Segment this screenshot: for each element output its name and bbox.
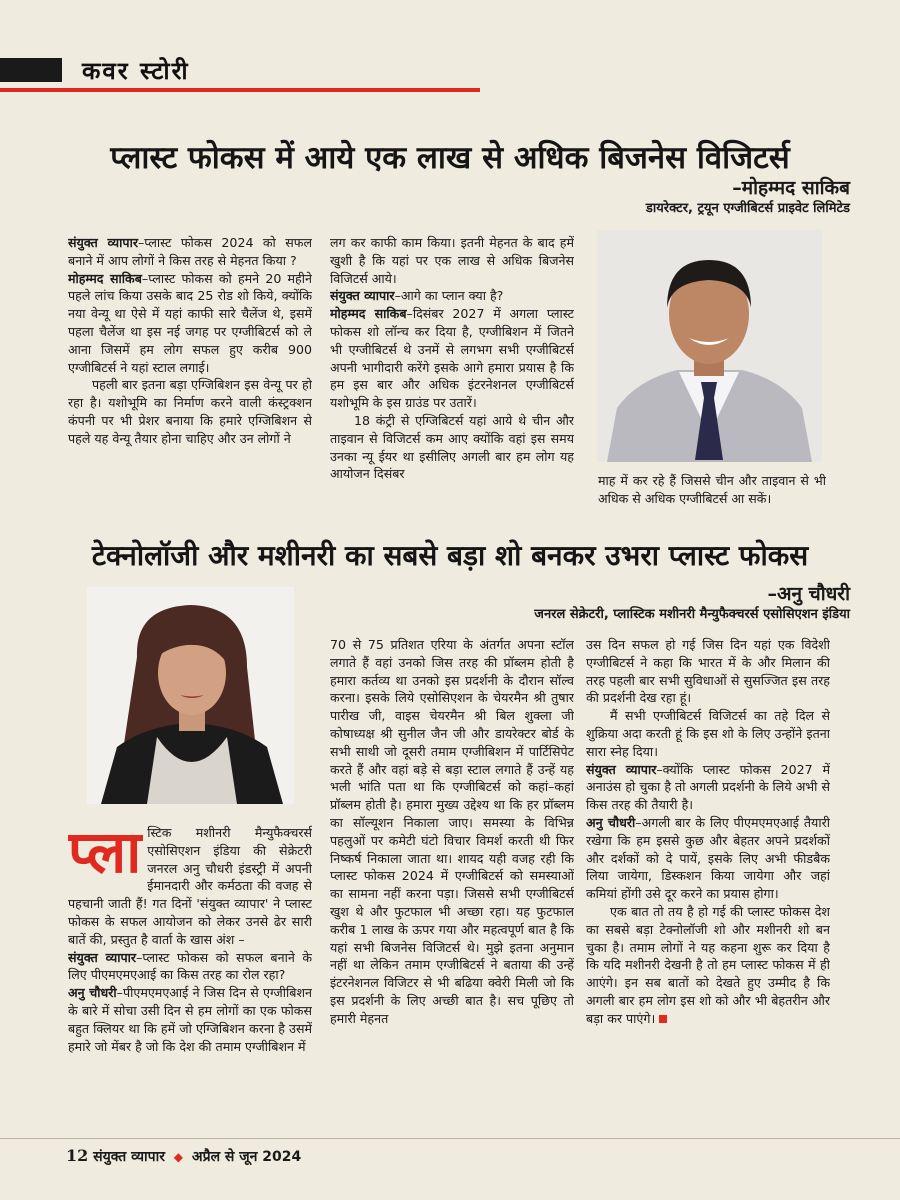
paragraph-text: –आगे का प्लान क्या है?: [394, 288, 504, 304]
page-number: 12: [66, 1146, 89, 1165]
page-footer: [66, 1146, 301, 1166]
story1-column-1: [68, 234, 312, 512]
speaker-label: अनु चौधरी: [68, 985, 117, 1001]
paragraph: [330, 287, 574, 305]
paragraph: [586, 903, 830, 1028]
paragraph-text: –प्लास्ट फोकस को सफल बनाने के लिए पीएमएमएआई का किस तरह का रोल रहा?: [68, 949, 312, 983]
diamond-icon: ◆: [173, 1150, 184, 1164]
speaker-label: संयुक्त व्यापार: [68, 949, 137, 965]
paragraph-text: –पीएमएमएआई ने जिस दिन से एग्जीबिशन के बारे में सोचा उसी दिन से हम लोगों का एक फोकस बहुत क्लियर था कि हमें जो एग्जिबिशन करना है उसमें हमारे जो मेंबर है जो कि देश की तमाम एग्जीबिशन में: [68, 985, 312, 1054]
paragraph: [68, 824, 312, 949]
paragraph: [68, 270, 312, 377]
paragraph: लग कर काफी काम किया। इतनी मेहनत के बाद हमें खुशी है कि यहां पर एक लाख से अधिक बिजनेस विजिटर्स आये।: [330, 235, 574, 286]
paragraph-text: –अगली बार के लिए पीएमएमएआई तैयारी रखेगा कि हम इससे कुछ और बेहतर अपने प्रदर्शकों और दर्शकों को दे पायें, इसके लिए अभी फीडबैक लिया जायेगा, डिस्कशन किया जायेगा और जहां कमियां होंगी उसे दूर करने का प्रयास होगा।: [586, 814, 830, 902]
issue-date: अप्रैल से जून 2024: [191, 1149, 302, 1165]
paragraph-text: –प्लास्ट फोकस को हमने 20 महीने पहले लांच किया उसके बाद 25 रोड शो किये, क्योंकि नया वेन्यू था ऐसे में यहां काफी सारे चैलेंज थे, इसमें पहला चैलेंज था इस नई जगह पर एग्जीबिटर्स को ले आना जिसमें हम लोग सफल हुए करीब 900 एग्जीबिटर्स ने यहां स्टाल लगाई।: [68, 270, 312, 375]
paragraph: पहली बार इतना बड़ा एग्जिबिशन इस वेन्यू पर हो रहा है। यशोभूमि का निर्माण करने वाली कंस्ट्रक्शन कंपनी पर भी प्रेशर बनाया कि हमारे एग्जिबिशन से पहले यह वेन्यू तैयार होना चाहिए और उन लोगों ने: [68, 377, 312, 446]
paragraph: मैं सभी एग्जीबिटर्स विजिटर्स का तहे दिल से शुक्रिया अदा करती हूं कि इस शो के लिए उन्होंने इतना सारा स्नेह दिया।: [586, 708, 830, 759]
end-mark-icon: [659, 1015, 667, 1023]
story2-column-3: [586, 636, 830, 1124]
speaker-label: मोहम्मद साकिब: [330, 306, 407, 322]
story2-byline-role: जनरल सेक्रेटरी, प्लास्टिक मशीनरी मैन्युफैक्चरर्स एसोसिएशन इंडिया: [534, 607, 850, 622]
paragraph: [586, 761, 830, 814]
paragraph: [68, 949, 312, 985]
mohammad-saqib-photo: [597, 230, 822, 462]
speaker-label: संयुक्त व्यापार: [330, 288, 395, 304]
paragraph: 70 से 75 प्रतिशत एरिया के अंतर्गत अपना स्टॉल लगाते हैं वहां उनको जिस तरह की प्रॉब्लम होती है हमारा कर्तव्य था उनको इस प्रदर्शनी के दौरान सॉल्व करना। इसके लिये एसोसिएशन के चेयरमैन श्री तुषार पारीख जी, वाइस चेयरमैन श्री बिल शुक्ला जी कोषाध्यक्ष श्री सुनील जैन जी और डायरेक्टर बोर्ड के सभी साथी जो दूसरी तमाम एग्जीबिशन में पार्टिसिपेट करते हैं और वहां बड़े से बड़ा स्टाल लगाते हैं उन्हें यह भली भांति पता था कि एग्जीबिटर्स को कहां–कहां प्रॉब्लम होती है। हमारा मुख्य उद्देश्य था कि हर प्रॉब्लम का सॉल्यूशन निकाला जाए। समस्या के विभिन्न पहलुओं पर कमेटी घंटो विचार विमर्श करती थी फिर निष्कर्ष निकाला जाता था। शायद यही वजह रही कि प्लास्ट फोकस 2024 में एग्जीबिटर्स को समस्याओं का सामना नहीं करना पड़ा। जिससे सभी एग्जीबिटर्स खुश थे और फुटफाल भी अच्छा रहा। यह फुटफाल करीब 1 लाख के ऊपर गया और महत्वपूर्ण बात है कि यहां सभी बिजनेस विजिटर्स थे। मुझे इतना अनुमान नहीं था लेकिन तमाम एग्जीबिटर्स ने बताया की उन्हें इंटरनेशनल विजिटर से भी बढिया क्वेरी मिली जो कि इस प्रदर्शनी के लिए अच्छी बात है। सच पूछिए तो हमारी मेहनत: [330, 637, 574, 1026]
portrait-illustration: [597, 230, 822, 462]
story2-column-2: [330, 636, 574, 1124]
speaker-label: अनु चौधरी: [586, 814, 636, 830]
magazine-name: संयुक्त व्यापार: [93, 1149, 165, 1165]
story1-byline-role: डायरेक्टर, ट्रयून एग्जीबिटर्स प्राइवेट लिमिटेड: [645, 201, 850, 216]
portrait-illustration: [87, 587, 294, 804]
dropcap: प्ला: [68, 824, 142, 886]
story1-headline: प्लास्ट फोकस में आये एक लाख से अधिक बिजनेस विजिटर्स: [110, 140, 790, 176]
section-rule: [0, 88, 480, 92]
footer-rule: [0, 1138, 900, 1139]
story1-column-2: [330, 234, 574, 512]
paragraph: 18 कंट्री से एग्जिबिटर्स यहां आये थे चीन और ताइवान से विजिटर्स कम आए क्योंकि वहां इस समय उनका न्यू ईयर था इसीलिए अगली बार हम लोग यह आयोजन दिसंबर: [330, 412, 574, 482]
story2-byline-name: –अनु चौधरी: [767, 583, 850, 605]
section-label: कवर स्टोरी: [82, 57, 190, 85]
paragraph-text: –प्लास्ट फोकस 2024 को सफल बनाने में आप लोगों ने किस तरह से मेहनत किया ?: [68, 235, 312, 268]
paragraph: [330, 305, 574, 412]
speaker-label: मोहम्मद साकिब: [68, 270, 142, 286]
speaker-label: संयुक्त व्यापार: [586, 761, 657, 777]
paragraph: उस दिन सफल हो गई जिस दिन यहां एक विदेशी एग्जीबिटर्स ने कहा कि भारत में के और मिलान की तरह पहली बार सभी सुविधाओं से सुसज्जित इस तरह की प्रदर्शनी देख रहा हूं।: [586, 637, 830, 706]
paragraph: [68, 984, 312, 1055]
anu-chaudhary-photo: [87, 587, 294, 804]
speaker-label: संयुक्त व्यापार: [68, 235, 138, 250]
paragraph: [586, 814, 830, 903]
paragraph-text: स्टिक मशीनरी मैन्युफैक्चरर्स एसोसिएशन इंडिया की सेक्रेटरी जनरल अनु चौधरी इंडस्ट्री में अपनी ईमानदारी और कर्मठता की वजह से पहचानी जाती हैं! गत दिनों 'संयुक्त व्यापार' ने प्लास्ट फोकस के सफल आयोजन को लेकर उनसे ढेर सारी बातें की, प्रस्तुत है वार्ता के खास अंश –: [68, 825, 312, 947]
paragraph-text: –क्योंकि प्लास्ट फोकस 2027 में अनाउंस हो चुका है तो अगली प्रदर्शनी के लिये अभी से किस तरह की तैयारी है।: [586, 761, 830, 813]
paragraph: [68, 234, 312, 270]
story2-column-1: [68, 824, 312, 1124]
section-bar: [0, 58, 62, 82]
story1-column-3: माह में कर रहे हैं जिससे चीन और ताइवान से भी अधिक से अधिक एग्जीबिटर्स आ सकें।: [598, 473, 826, 506]
paragraph-text: –दिसंबर 2027 में अगला प्लास्ट फोकस शो लॉन्च कर दिया है, एग्जीबिशन में जितने भी एग्जीबिटर्स थे उनमें से लगभग सभी एग्जीबिटर्स अपनी भागीदारी करेंगे इसके आगे हमारा प्रयास है कि हम इस बार और अधिक इंटरनेशनल एग्जीबिटर्स यशोभूमि के इस ग्राउंड पर उतारें।: [330, 306, 574, 411]
story1-byline-name: –मोहम्मद साकिब: [732, 177, 850, 199]
story2-headline: टेक्नोलॉजी और मशीनरी का सबसे बड़ा शो बनकर उभरा प्लास्ट फोकस: [91, 539, 809, 572]
paragraph-text: एक बात तो तय है हो गई की प्लास्ट फोकस देश का सबसे बड़ा टेक्नोलॉजी शो और मशीनरी शो बन चुका है। तमाम लोगों ने यह कहना शुरू कर दिया है कि यदि मशीनरी देखनी है तो हम प्लास्ट फोकस में ही आएंगे। इन सब बातों को देखते हुए उम्मीद है कि अगली बार हम लोग इस शो को और भी बेहतरीन और बड़ा कर पाएंगे।: [586, 903, 830, 1026]
